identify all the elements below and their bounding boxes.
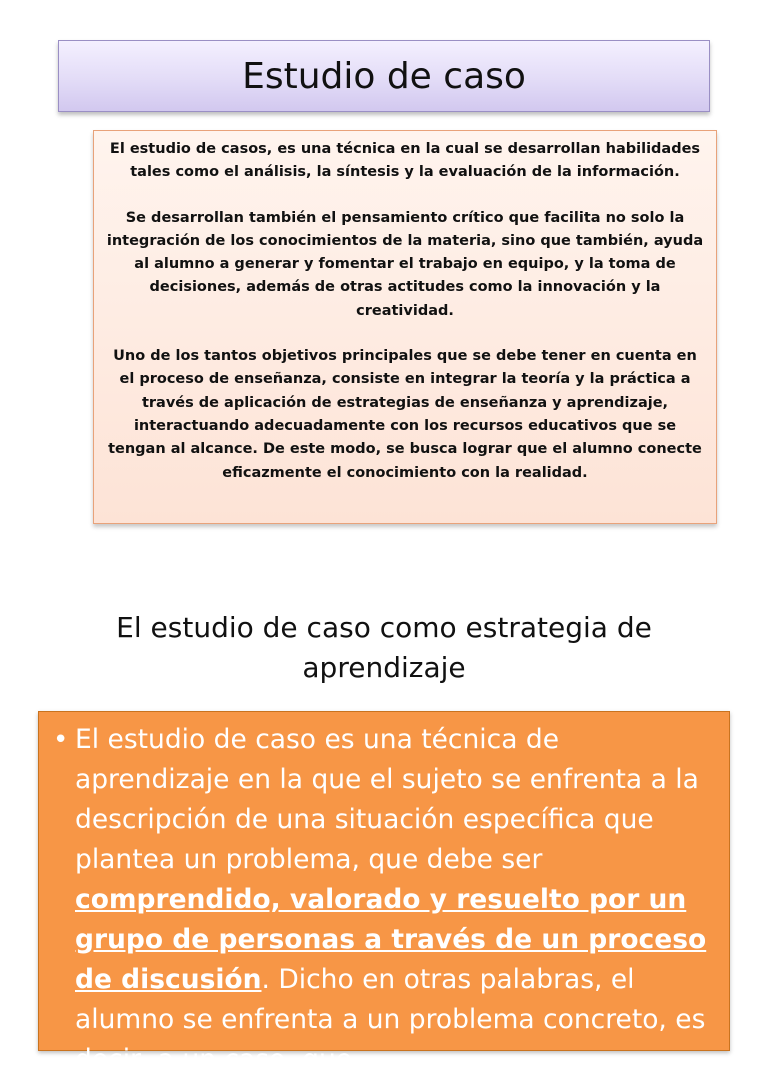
- bullet-text-part-1: El estudio de caso es una técnica de aprendizaje en la que el sujeto se enfrenta a la descripción de una situación específica que plantea un problema, que debe ser: [75, 724, 699, 875]
- strategy-box: [38, 711, 730, 1075]
- section-title: El estudio de caso como estrategia de aprendizaje: [116, 611, 652, 684]
- title-banner: [58, 40, 710, 112]
- page-title: Estudio de caso: [242, 55, 526, 97]
- bullet-icon: •: [53, 725, 69, 755]
- definition-paragraph-3: Uno de los tantos objetivos principales que se debe tener en cuenta en el proceso de enseñanza, consiste en integrar la teoría y la práctica a través de aplicación de estrategias de enseñanza y aprendizaje, interactuando adecuadamente con los recursos educativos que se tengan al alcance. De este modo, se busca lograr que el alumno conecte eficazmente el conocimiento con la realidad.: [108, 348, 702, 481]
- bullet-text-part-2: . Dicho en otras palabras, el alumno se enfrenta a un problema concreto, es decir, a un caso, que: [75, 964, 706, 1075]
- definition-paragraph-1: El estudio de casos, es una técnica en la cual se desarrollan habilidades tales como el análisis, la síntesis y la evaluación de la información.: [109, 141, 701, 181]
- definition-box: [93, 130, 717, 524]
- bullet-emphasis: comprendido, valorado y resuelto por un grupo de personas a través de un proceso de discusión: [75, 884, 707, 995]
- bullet-item: [53, 720, 715, 1080]
- bullet-text: [75, 720, 715, 1080]
- definition-paragraph-2: Se desarrollan también el pensamiento crítico que facilita no solo la integración de los conocimientos de la materia, sino que también, ayuda al alumno a generar y fomentar el trabajo en equipo, y la toma de decisiones, además de otras actitudes como la innovación y la creatividad.: [106, 209, 704, 319]
